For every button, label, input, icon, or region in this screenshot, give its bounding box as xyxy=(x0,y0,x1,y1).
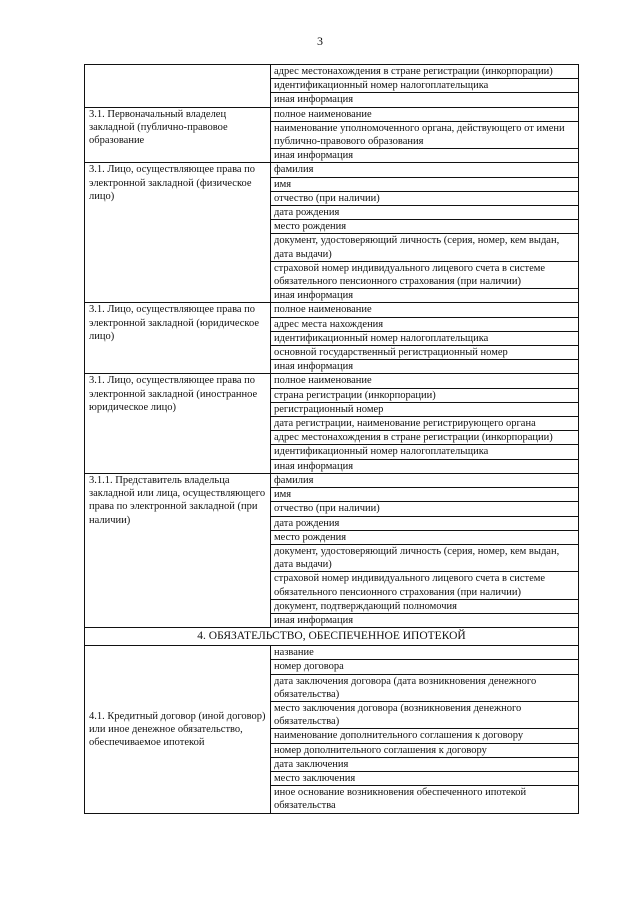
table-row xyxy=(85,646,579,660)
group-label: 3.1. Лицо, осуществляющее права по электронной закладной (юридическое лицо) xyxy=(85,303,271,374)
field-name: идентификационный номер налогоплательщика xyxy=(271,79,579,93)
field-name: фамилия xyxy=(271,473,579,487)
field-name: иная информация xyxy=(271,613,579,627)
field-name: иное основание возникновения обеспеченного ипотекой обязательства xyxy=(271,786,579,813)
field-name: страховой номер индивидуального лицевого счета в системе обязательного пенсионного страхования (при наличии) xyxy=(271,572,579,599)
field-name: иная информация xyxy=(271,459,579,473)
field-name: отчество (при наличии) xyxy=(271,191,579,205)
field-name: место заключения договора (возникновения денежного обязательства) xyxy=(271,701,579,728)
field-name: документ, подтверждающий полномочия xyxy=(271,599,579,613)
field-name: наименование уполномоченного органа, действующего от имени публично-правового образования xyxy=(271,121,579,148)
field-name: иная информация xyxy=(271,149,579,163)
field-name: место заключения xyxy=(271,771,579,785)
field-name: отчество (при наличии) xyxy=(271,502,579,516)
group-label: 3.1. Лицо, осуществляющее права по электронной закладной (иностранное юридическое лицо) xyxy=(85,374,271,473)
group-label: 3.1. Лицо, осуществляющее права по электронной закладной (физическое лицо) xyxy=(85,163,271,303)
section-title: 4. ОБЯЗАТЕЛЬСТВО, ОБЕСПЕЧЕННОЕ ИПОТЕКОЙ xyxy=(85,628,579,646)
field-name: полное наименование xyxy=(271,303,579,317)
table-row xyxy=(85,163,579,177)
field-name: номер дополнительного соглашения к договору xyxy=(271,743,579,757)
table-row xyxy=(85,65,579,79)
group-label: 4.1. Кредитный договор (иной договор) или иное денежное обязательство, обеспечиваемое ипотекой xyxy=(85,646,271,813)
field-name: номер договора xyxy=(271,660,579,674)
field-name: регистрационный номер xyxy=(271,402,579,416)
table-row xyxy=(85,473,579,487)
page-number: 3 xyxy=(317,34,323,48)
field-name: адрес местонахождения в стране регистрации (инкорпорации) xyxy=(271,65,579,79)
field-name: иная информация xyxy=(271,289,579,303)
field-name: страховой номер индивидуального лицевого счета в системе обязательного пенсионного страхования (при наличии) xyxy=(271,261,579,288)
table-row xyxy=(85,303,579,317)
field-name: основной государственный регистрационный номер xyxy=(271,346,579,360)
section-header-row xyxy=(85,628,579,646)
field-name: адрес местонахождения в стране регистрации (инкорпорации) xyxy=(271,431,579,445)
field-name: дата рождения xyxy=(271,206,579,220)
field-name: полное наименование xyxy=(271,374,579,388)
field-name: дата регистрации, наименование регистрирующего органа xyxy=(271,417,579,431)
table-row xyxy=(85,107,579,121)
data-table xyxy=(84,64,579,814)
field-name: название xyxy=(271,646,579,660)
table-row xyxy=(85,374,579,388)
group-label: 3.1. Первоначальный владелец закладной (публично-правовое образование xyxy=(85,107,271,163)
field-name: дата рождения xyxy=(271,516,579,530)
field-name: имя xyxy=(271,177,579,191)
field-name: документ, удостоверяющий личность (серия, номер, кем выдан, дата выдачи) xyxy=(271,234,579,261)
field-name: место рождения xyxy=(271,530,579,544)
field-name: иная информация xyxy=(271,93,579,107)
field-name: страна регистрации (инкорпорации) xyxy=(271,388,579,402)
field-name: адрес места нахождения xyxy=(271,317,579,331)
field-name: иная информация xyxy=(271,360,579,374)
group-label: 3.1.1. Представитель владельца закладной или лица, осуществляющего права по электронной закладной (при наличии) xyxy=(85,473,271,627)
field-name: место рождения xyxy=(271,220,579,234)
field-name: полное наименование xyxy=(271,107,579,121)
field-name: имя xyxy=(271,488,579,502)
field-name: документ, удостоверяющий личность (серия, номер, кем выдан, дата выдачи) xyxy=(271,544,579,571)
group-label xyxy=(85,65,271,108)
field-name: наименование дополнительного соглашения к договору xyxy=(271,729,579,743)
field-name: фамилия xyxy=(271,163,579,177)
field-name: идентификационный номер налогоплательщика xyxy=(271,331,579,345)
field-name: дата заключения xyxy=(271,757,579,771)
field-name: идентификационный номер налогоплательщика xyxy=(271,445,579,459)
field-name: дата заключения договора (дата возникновения денежного обязательства) xyxy=(271,674,579,701)
